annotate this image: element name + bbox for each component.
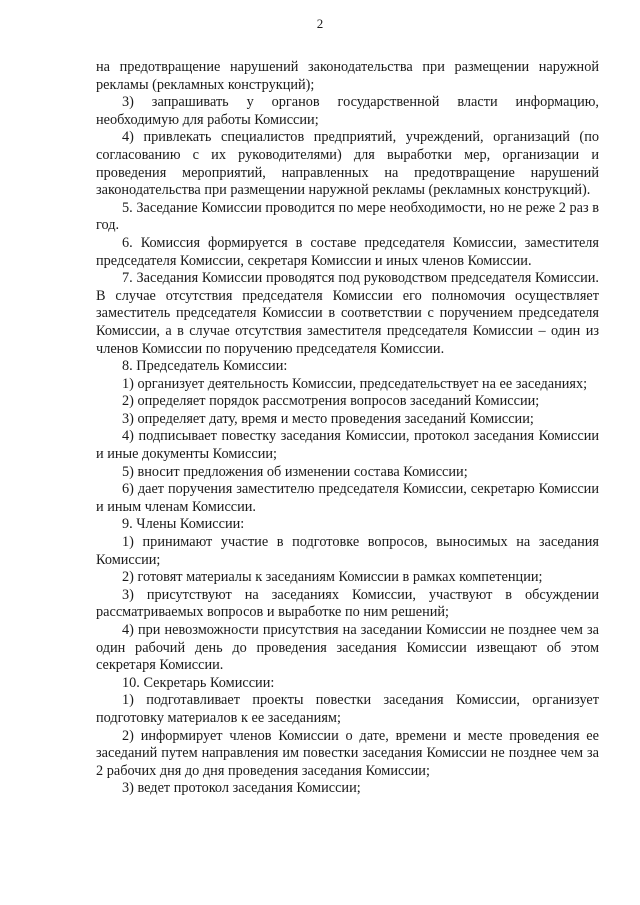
paragraph: 3) ведет протокол заседания Комиссии; <box>122 780 361 797</box>
paragraph: 4) привлекать специалистов предприятий, учреждений, организаций (по согласованию с их руководителями) для выработки мер, организации и проведения мероприятий, направленных на предотвращение нарушений законодательства при размещении наружной рекламы (рекламных конструкций). <box>96 129 599 199</box>
paragraph: 3) определяет дату, время и место проведения заседаний Комиссии; <box>122 410 534 427</box>
paragraph: 3) запрашивать у органов государственной власти информацию, необходимую для работы Комиссии; <box>96 94 599 128</box>
paragraph: 3) присутствуют на заседаниях Комиссии, участвуют в обсуждении рассматриваемых вопросов и выработке по ним решений; <box>96 586 599 621</box>
section-heading: 9. Члены Комиссии: <box>122 516 245 533</box>
paragraph: 5. Заседание Комиссии проводится по мере необходимости, но не реже 2 раз в год. <box>96 199 599 234</box>
paragraph: 2) определяет порядок рассмотрения вопросов заседаний Комиссии; <box>122 393 540 410</box>
paragraph: 7. Заседания Комиссии проводятся под руководством председателя Комиссии. В случае отсутствия председателя Комиссии его полномочия осуществляет заместитель председателя Комиссии в соответствии с поручением председателя Комиссии, а в случае отсутствия заместителя председателя Комиссии – один из членов Комиссии по поручению председателя Комиссии. <box>96 270 599 357</box>
page-number: 2 <box>316 16 324 31</box>
paragraph: 1) принимают участие в подготовке вопросов, выносимых на заседания Комиссии; <box>96 534 599 568</box>
paragraph: 4) подписывает повестку заседания Комиссии, протокол заседания Комиссии и иные документы Комиссии; <box>96 428 599 463</box>
section-heading: 8. Председатель Комиссии: <box>122 358 288 375</box>
paragraph: 1) подготавливает проекты повестки заседания Комиссии, организует подготовку материалов к ее заседаниям; <box>96 692 599 726</box>
paragraph: 2) готовят материалы к заседаниям Комиссии в рамках компетенции; <box>122 569 543 586</box>
document-body <box>96 59 599 798</box>
paragraph: 2) информирует членов Комиссии о дате, времени и месте проведения ее заседаний путем направления им повестки заседания Комиссии не позднее чем за 2 рабочих дня до дня проведения заседания Комиссии; <box>96 727 599 779</box>
section-heading: 10. Секретарь Комиссии: <box>122 674 275 691</box>
paragraph: 1) организует деятельность Комиссии, председательствует на ее заседаниях; <box>122 375 588 392</box>
paragraph: 6) дает поручения заместителю председателя Комиссии, секретарю Комиссии и иным членам Комиссии. <box>96 481 599 515</box>
paragraph: на предотвращение нарушений законодательства при размещении наружной рекламы (рекламных конструкций); <box>96 59 599 93</box>
paragraph: 6. Комиссия формируется в составе председателя Комиссии, заместителя председателя Комиссии, секретаря Комиссии и иных членов Комиссии. <box>96 234 599 269</box>
paragraph: 5) вносит предложения об изменении состава Комиссии; <box>122 463 468 480</box>
paragraph: 4) при невозможности присутствия на заседании Комиссии не позднее чем за один рабочий день до проведения заседания Комиссии извещают об этом секретаря Комиссии. <box>96 622 599 674</box>
